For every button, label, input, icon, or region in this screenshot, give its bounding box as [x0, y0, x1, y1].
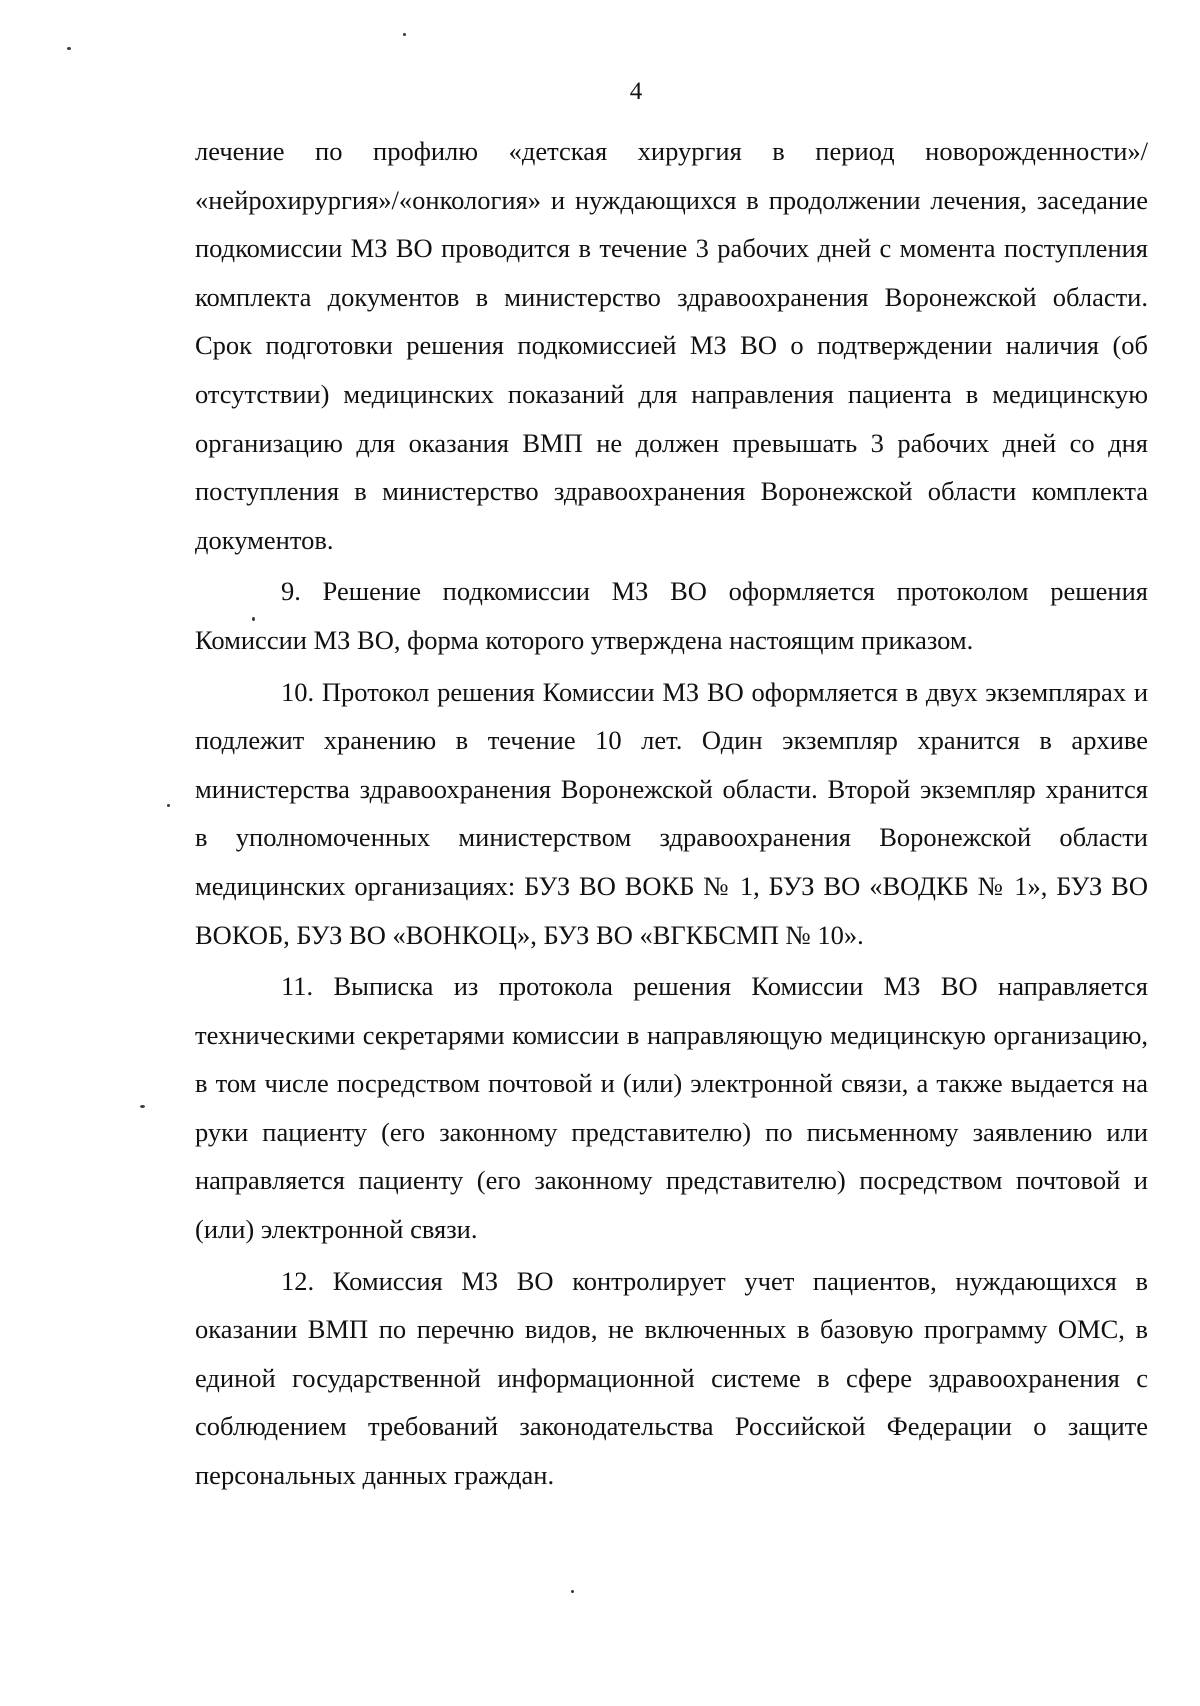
paragraph-item-9: 9. Решение подкомиссии МЗ ВО оформляется протоколом решения Комиссии МЗ ВО, форма которого утверждена настоящим приказом.	[195, 576, 1148, 655]
paragraph-continuation: лечение по профилю «детская хирургия в период новорожденности»/ «нейрохирургия»/«онкология» и нуждающихся в продолжении лечения, заседание подкомиссии МЗ ВО проводится в течение 3 рабочих дней с момента поступления комплекта документов в министерство здравоохранения Воронежской области. Срок подготовки решения подкомиссией МЗ ВО о подтверждении наличия (об отсутствии) медицинских показаний для направления пациента в медицинскую организацию для оказания ВМП не должен превышать 3 рабочих дней со дня поступления в министерство здравоохранения Воронежской области комплекта документов.	[195, 136, 1148, 555]
scan-speck	[403, 33, 406, 36]
scan-speck	[140, 1105, 145, 1108]
scan-speck	[571, 1590, 574, 1593]
paragraph-item-12: 12. Комиссия МЗ ВО контролирует учет пациентов, нуждающихся в оказании ВМП по перечню видов, не включенных в базовую программу ОМС, в единой государственной информационной системе в сфере здравоохранения с соблюдением требований законодательства Российской Федерации о защите персональных данных граждан.	[195, 1265, 1148, 1491]
paragraph-item-11: 11. Выписка из протокола решения Комиссии МЗ ВО направляется техническими секретарями комиссии в направляющую медицинскую организацию, в том числе посредством почтовой и (или) электронной связи, а также выдается на руки пациенту (его законному представителю) по письменному заявлению или направляется пациенту (его законному представителю) посредством почтовой и (или) электронной связи.	[195, 971, 1148, 1245]
paragraph-item-10: 10. Протокол решения Комиссии МЗ ВО оформляется в двух экземплярах и подлежит хранению в течение 10 лет. Один экземпляр хранится в архиве министерства здравоохранения Воронежской области. Второй экземпляр хранится в уполномоченных министерством здравоохранения Воронежской области медицинских организациях: БУЗ ВО ВОКБ № 1, БУЗ ВО «ВОДКБ № 1», БУЗ ВО ВОКОБ, БУЗ ВО «ВОНКОЦ», БУЗ ВО «ВГКБСМП № 10».	[195, 676, 1148, 950]
page-number: 4	[629, 78, 643, 105]
scan-speck	[67, 47, 71, 50]
scan-speck	[252, 617, 255, 621]
scan-speck	[167, 804, 170, 807]
document-body	[195, 127, 1148, 1500]
